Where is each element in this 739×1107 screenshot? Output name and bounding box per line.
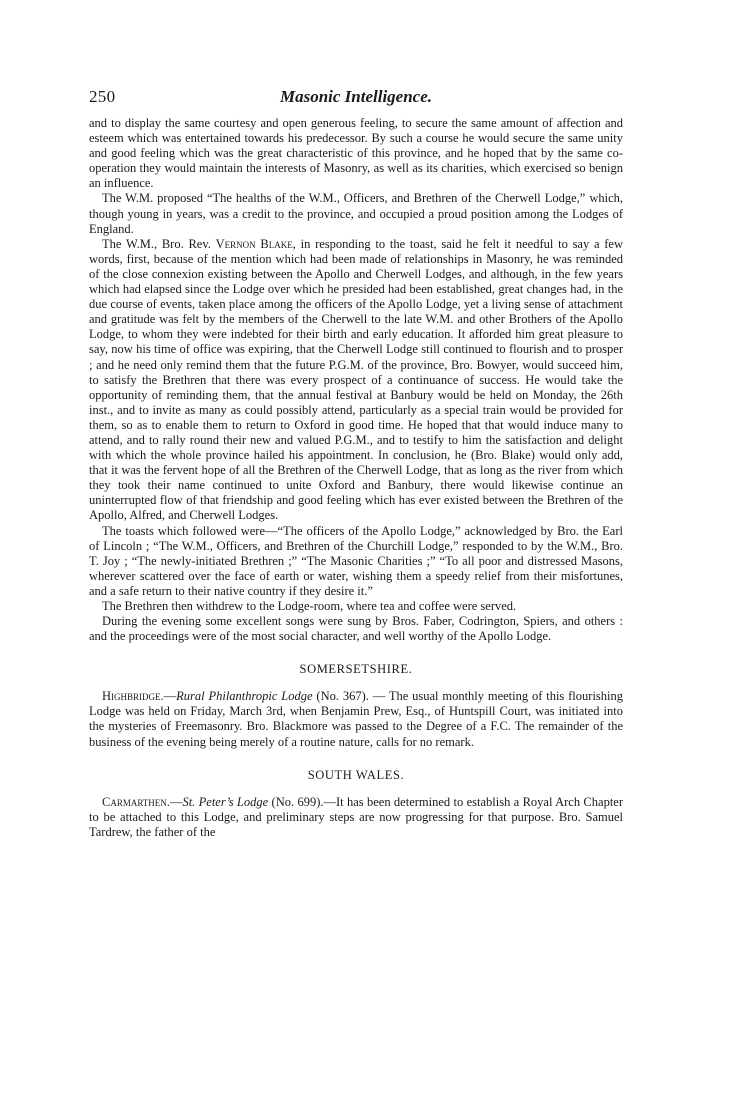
dash: —: [163, 689, 177, 704]
place-name: Carmarthen.: [102, 794, 170, 809]
paragraph: The toasts which followed were—“The officers of the Apollo Lodge,” acknowledged by Bro. the Earl of Lincoln ; “The W.M., Officers, and Brethren of the Churchill Lodge,” responded to by the W.M., Bro. T. Joy ; “The newly-initiated Brethren ;” “The Masonic Charities ;” “To all poor and distressed Masons, wherever scattered over the face of earth or water, wishing them a speedy relief from their misfortunes, and a safe return to their native country if they desire it.”: [89, 523, 623, 598]
text-run: , in responding to the toast, said he felt it needful to say a few words, first, because of the mention which had been made of relationships in Masonry, he was reminded of the close connexion existing between the Apollo and Cherwell Lodges, and although, in the few years which had elapsed since the Lodge over which he presided had been established, great changes had, in the due course of events, taken place among the officers of the Apollo Lodge, yet a living sense of attachment and gratitude was felt by the members of the Cherwell to the late W.M. and other Brothers of the Apollo Lodge, to whom they were indebted for their birth and early education. It afforded him great pleasure to say, now his time of office was expiring, that the Cherwell Lodge still continued to flourish and to prosper ; and he need only remind them that the future P.G.M. of the province, Bro. Bowyer, would succeed him, to satisfy the Brethren that there was every prospect of a continuance of success. He would take the opportunity of reminding them, that the annual festival at Banbury would be held on Monday, the 26th inst., and to invite as many as could possibly attend, particularly as a special train would be provided for them, so as to enable them to return to Oxford in good time. He hoped that that would induce many to attend, and to rally round their new and valued P.G.M., and to testify to him the satisfaction and delight with which the whole province hailed his appointment. In conclusion, he (Bro. Blake) would only add, that it was the fervent hope of all the Brethren of the Cherwell Lodge, that as long as the river from which they took their name continued to unite Oxford and Banbury, there would likewise continue an uninterrupted flow of that friendship and good feeling which has ever existed between the Brethren of the Apollo, Alfred, and Cherwell Lodges.: [89, 236, 624, 523]
page-number: 250: [89, 87, 116, 106]
paragraph-highbridge: [89, 689, 623, 749]
paragraph-blake-response: [89, 237, 623, 524]
paragraph: During the evening some excellent songs were sung by Bros. Faber, Codrington, Spiers, and others : and the proceedings were of the most social character, and well worthy of the Apollo Lodge.: [89, 614, 623, 644]
paragraph-carmarthen: [89, 795, 623, 840]
section-heading-south-wales: SOUTH WALES.: [307, 767, 405, 782]
lodge-name: Rural Philanthropic Lodge: [176, 689, 313, 704]
lodge-name: St. Peter’s Lodge: [182, 794, 269, 809]
page: [89, 86, 623, 840]
speaker-name: Vernon Blake: [215, 236, 293, 251]
running-title: Masonic Intelligence.: [279, 87, 433, 106]
text-run: (No. 367). — The usual monthly meeting of this flourishing Lodge was held on Friday, March 3rd, when Benjamin Prew, Esq., of Huntspill Court, was initiated into the mysteries of Freemasonry. Bro. Blackmore was passed to the Degree of a F.C. The remainder of the business of the evening being merely of a routine nature, calls for no remark.: [89, 689, 623, 749]
text-run: (No. 699).—It has been determined to establish a Royal Arch Chapter to be attached to this Lodge, and preliminary steps are now progressing for that purpose. Bro. Samuel Tardrew, the father of the: [89, 794, 623, 839]
running-head: [89, 86, 623, 110]
text-run: The W.M., Bro. Rev.: [102, 236, 216, 251]
article-body: [89, 116, 623, 840]
dash: —: [169, 794, 183, 809]
section-heading-somersetshire: SOMERSETSHIRE.: [299, 662, 413, 677]
paragraph: The W.M. proposed “The healths of the W.M., Officers, and Brethren of the Cherwell Lodge,” which, though young in years, was a credit to the province, and occupied a proud position among the Lodges of England.: [89, 191, 623, 236]
place-name: Highbridge.: [102, 689, 164, 704]
paragraph: The Brethren then withdrew to the Lodge-room, where tea and coffee were served.: [102, 599, 517, 613]
paragraph: and to display the same courtesy and open generous feeling, to secure the same amount of affection and esteem which was entertained towards his predecessor. By such a course he would secure the same unity and good feeling which was the great characteristic of this province, and he hoped that by the same co-operation they would maintain the interests of Masonry, as well as its charities, which exercised so benign an influence.: [89, 116, 623, 191]
